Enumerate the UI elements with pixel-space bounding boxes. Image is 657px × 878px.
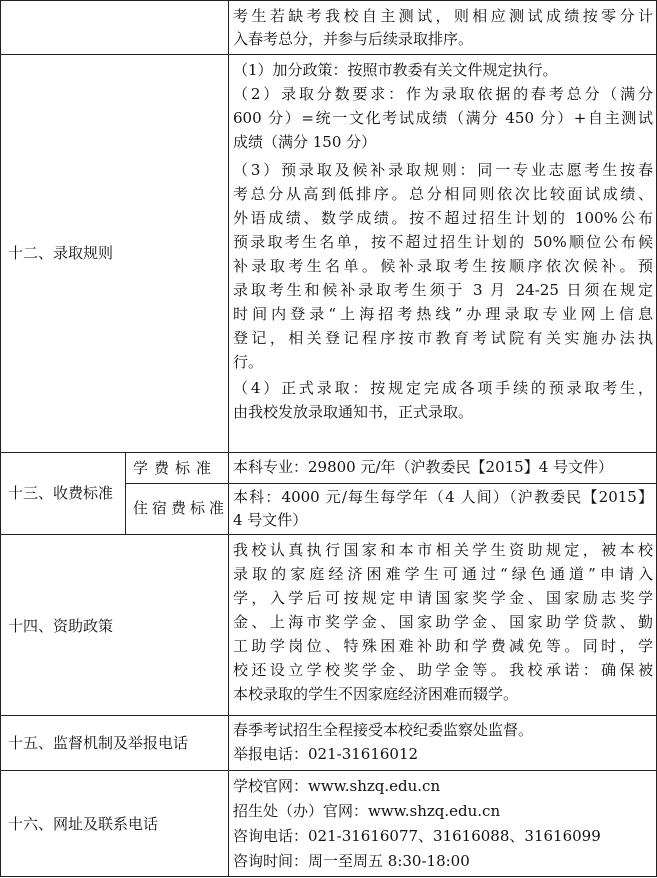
cell-text-line: 外语成绩、数学成绩。按不超过招生计划的 100%公布 [233,209,653,227]
cell-text-line: （3）预录取及候补录取规则：同一专业志愿考生按春 [233,161,653,179]
table-rule [125,483,657,484]
report-phone: 举报电话：021-31616012 [233,745,419,763]
cell-text-line: 登记，相关登记程序按市教育考试院有关实施办法执 [233,329,653,347]
cell-text-line: 金、上海市奖学金、国家助学金、国家助学贷款、勤 [233,613,653,631]
row-label-fees: 十三、收费标准 [8,484,114,502]
cell-text-line: 考生若缺考我校自主测试，则相应测试成绩按零分计 [233,7,653,25]
table-rule [0,54,657,55]
table-rule [0,715,657,716]
cell-text-line: 成绩（满分 150 分） [233,133,377,151]
table-rule [0,770,657,771]
table-rule [0,0,657,1]
cell-text-line: 我校认真执行国家和本市相关学生资助规定，被本校 [233,541,653,559]
row-label-aid: 十四、资助政策 [8,617,114,635]
table-rule [0,452,657,453]
cell-text-line: 600 分）=统一文化考试成绩（满分 450 分）+自主测试 [233,109,653,127]
cell-text-line: 补录取考生名单。候补录取考生按顺序依次候补。预 [233,257,653,275]
tuition-label: 学费标准 [133,459,218,477]
table-rule [0,876,657,877]
cell-text-line: （2）录取分数要求：作为录取依据的春考总分（满分 [233,85,653,103]
tuition-value: 本科专业：29800 元/年（沪教委民【2015】4 号文件） [233,458,614,476]
row-label-supervision: 十五、监督机制及举报电话 [8,734,189,752]
cell-text-line: 行。 [233,353,264,371]
cell-text-line: 校还设立学校奖学金、助学金等。我校承诺：确保被 [233,661,653,679]
cell-text-line: 本校录取的学生不因家庭经济困难而辍学。 [233,685,519,703]
school-website: 学校官网：www.shzq.edu.cn [233,777,441,795]
admissions-website: 招生处（办）官网：www.shzq.edu.cn [233,802,501,820]
cell-text-line: 录取的家庭经济困难学生可通过“绿色通道”申请入 [233,565,653,583]
cell-text-line: （1）加分政策：按照市教委有关文件规定执行。 [233,61,558,79]
row-label-contact: 十六、网址及联系电话 [8,815,159,833]
table-rule [228,0,229,877]
cell-text-line: 录取考生和候补录取考生须于 3 月 24-25 日须在规定 [233,281,653,299]
cell-text-line: 预录取考生名单，按不超过招生计划的 50%顺位公布候 [233,233,653,251]
cell-text-line: 时间内登录“上海招考热线”办理录取专业网上信息 [233,305,653,323]
cell-text-line: 学，入学后可按规定申请国家奖学金、国家励志奖学 [233,589,653,607]
cell-text-line: 考总分从高到低排序。总分相同则依次比较面试成绩、 [233,185,653,203]
consult-phone: 咨询电话：021-31616077、31616088、31616099 [233,827,601,845]
table-rule [0,534,657,535]
lodging-value: 本科：4000 元/每生每学年（4 人间）（沪教委民【2015】 [233,488,653,506]
consult-hours: 咨询时间：周一至周五 8:30-18:00 [233,852,470,870]
row-label-admission-rules: 十二、录取规则 [8,244,114,262]
lodging-label: 住宿费标准 [133,499,229,517]
cell-text-line: 由我校发放录取通知书，正式录取。 [233,403,474,421]
cell-text-line: 春季考试招生全程接受本校纪委监察处监督。 [233,721,534,739]
cell-text-line: 入春考总分，并参与后续录取排序。 [233,30,474,48]
table-rule [125,452,126,534]
table-rule [0,0,1,877]
cell-text-line: （4）正式录取：按规定完成各项手续的预录取考生， [233,379,653,397]
lodging-value: 4 号文件） [233,511,308,529]
cell-text-line: 工助学岗位、特殊困难补助和学费减免等。同时，学 [233,637,653,655]
